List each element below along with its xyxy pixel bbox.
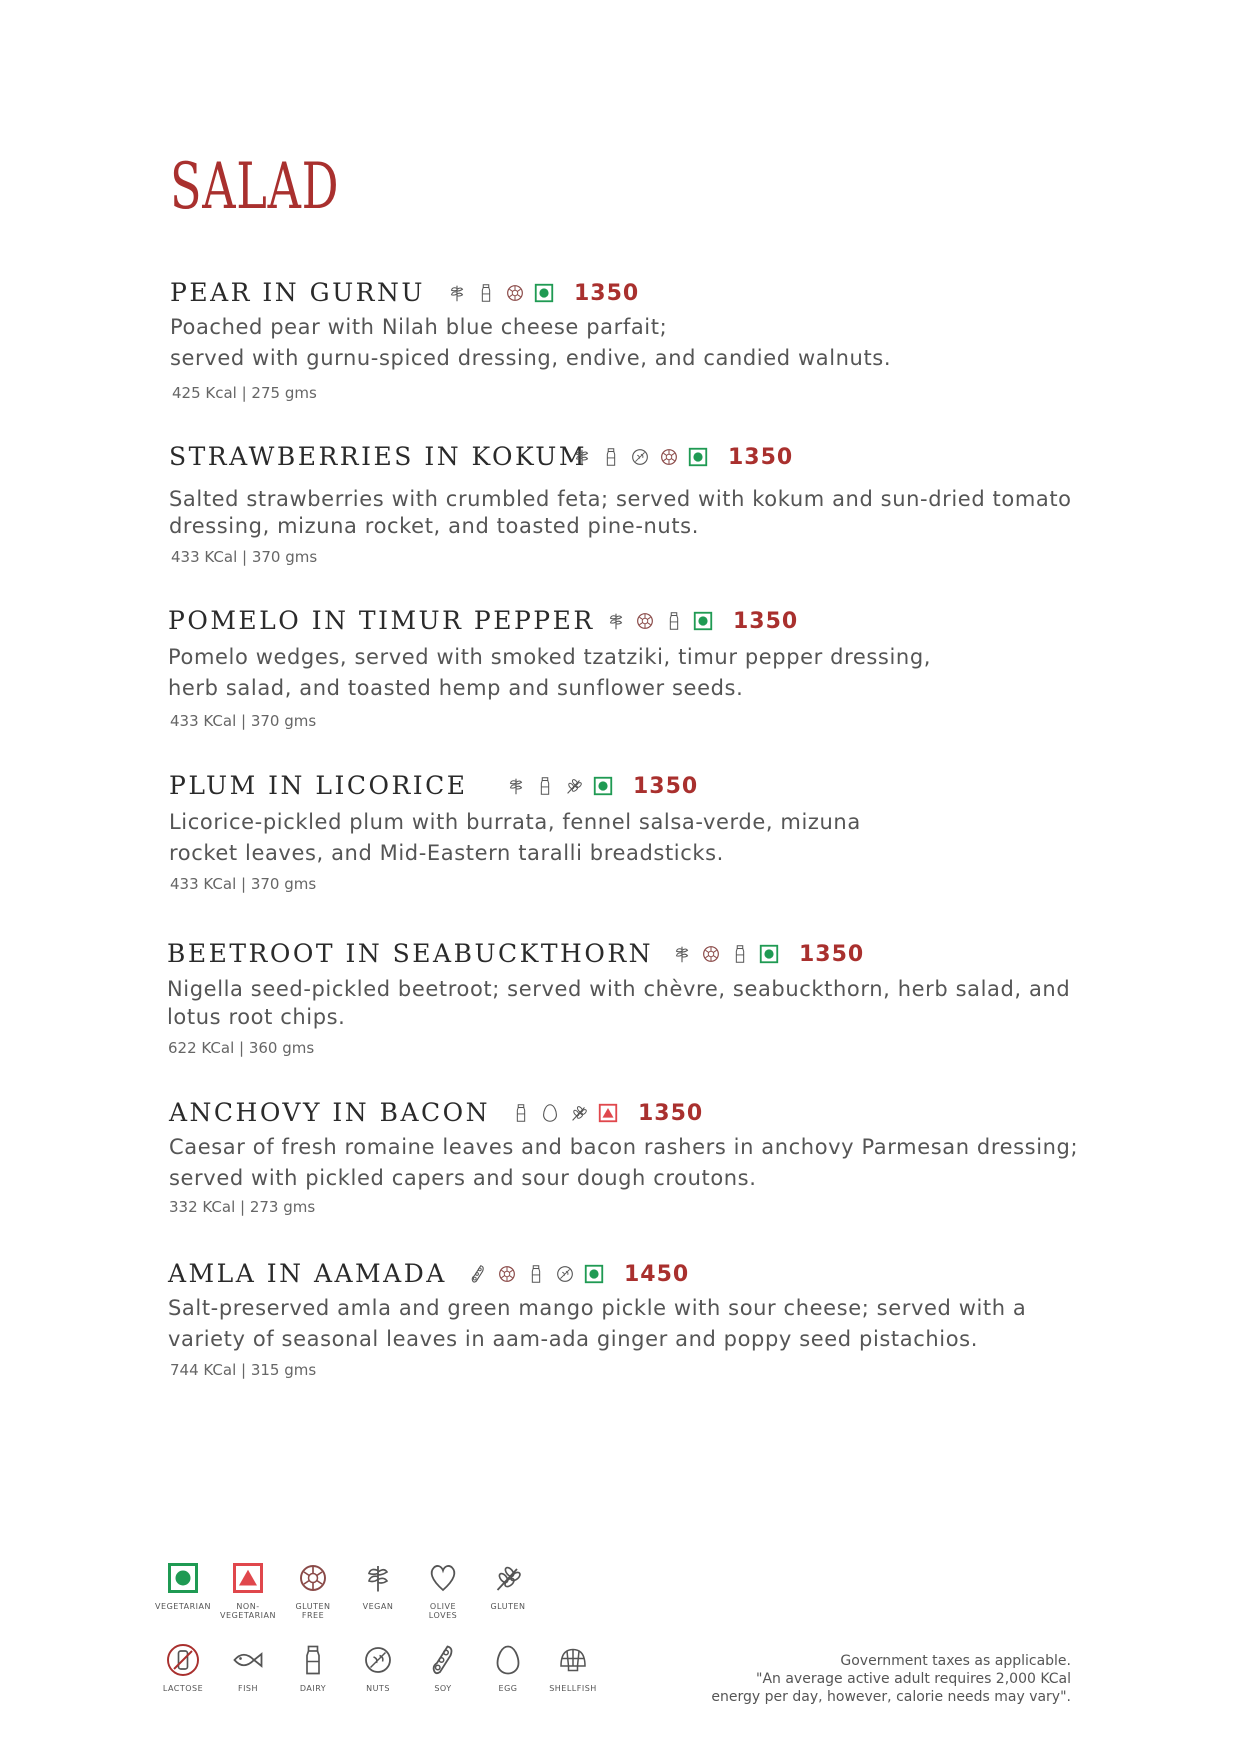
olive-loves-icon xyxy=(425,1560,461,1596)
footer-line: Government taxes as applicable. xyxy=(840,1653,1071,1669)
gluten-icon xyxy=(490,1560,526,1596)
legend-label: NON- VEGETARIAN xyxy=(220,1602,276,1620)
item-price: 1350 xyxy=(633,773,699,799)
item-name: PLUM IN LICORICE xyxy=(169,771,468,800)
legend-entry xyxy=(278,1560,348,1620)
item-description: Salted strawberries with crumbled feta; served with kokum and sun-dried tomato dressing, mizuna rocket, and toasted pine-nuts. xyxy=(169,487,1072,538)
legend-label: VEGAN xyxy=(362,1602,394,1611)
gluten-free-icon xyxy=(496,1262,518,1286)
vegan-icon xyxy=(505,774,527,798)
legend-label: SHELLFISH xyxy=(549,1684,597,1693)
nuts-icon xyxy=(360,1642,396,1678)
legend-entry xyxy=(473,1560,543,1611)
item-nutrition: 433 KCal | 370 gms xyxy=(170,875,317,893)
item-price: 1350 xyxy=(638,1100,704,1126)
item-icons xyxy=(571,442,793,472)
lactose-icon xyxy=(165,1642,201,1678)
fish-icon xyxy=(230,1642,266,1678)
item-nutrition: 425 Kcal | 275 gms xyxy=(172,384,317,402)
legend-label: SOY xyxy=(434,1684,452,1693)
legend-entry xyxy=(213,1642,283,1693)
dairy-icon xyxy=(600,445,622,469)
nuts-icon xyxy=(554,1262,576,1286)
legend-label: NUTS xyxy=(366,1684,390,1693)
item-nutrition: 744 KCal | 315 gms xyxy=(170,1361,317,1379)
allergen-legend xyxy=(155,1560,625,1740)
legend-entry xyxy=(343,1642,413,1693)
gluten-free-icon xyxy=(295,1560,331,1596)
item-price: 1350 xyxy=(574,280,640,306)
legend-entry xyxy=(148,1642,218,1693)
footer-note xyxy=(671,1652,1071,1706)
legend-label: OLIVE LOVES xyxy=(428,1602,458,1620)
vegetarian-icon xyxy=(758,942,780,966)
item-icons xyxy=(671,939,864,969)
item-nutrition: 332 KCal | 273 gms xyxy=(169,1198,316,1216)
egg-icon xyxy=(490,1642,526,1678)
item-description: Licorice-pickled plum with burrata, fennel salsa-verde, mizuna rocket leaves, and Mid-Eastern taralli breadsticks. xyxy=(169,810,861,865)
vegan-icon xyxy=(446,281,468,305)
item-price: 1350 xyxy=(799,941,865,967)
legend-entry xyxy=(278,1642,348,1693)
legend-label: GLUTEN FREE xyxy=(295,1602,331,1620)
soy-icon xyxy=(425,1642,461,1678)
egg-icon xyxy=(539,1101,561,1125)
item-name: AMLA IN AAMADA xyxy=(168,1259,447,1288)
item-icons xyxy=(446,278,639,308)
gluten-free-icon xyxy=(658,445,680,469)
vegetarian-icon xyxy=(592,774,614,798)
item-name: POMELO IN TIMUR PEPPER xyxy=(168,606,595,635)
legend-label: LACTOSE xyxy=(162,1684,204,1693)
item-nutrition: 433 KCal | 370 gms xyxy=(171,548,318,566)
item-price: 1350 xyxy=(728,444,794,470)
dairy-icon xyxy=(295,1642,331,1678)
item-description: Salt-preserved amla and green mango pickle with sour cheese; served with a variety of seasonal leaves in aam-ada ginger and poppy seed pistachios. xyxy=(168,1296,1027,1351)
footer-line: "An average active adult requires 2,000 KCal xyxy=(756,1671,1071,1687)
shellfish-icon xyxy=(555,1642,591,1678)
vegan-icon xyxy=(671,942,693,966)
item-icons xyxy=(510,1098,703,1128)
dairy-icon xyxy=(510,1101,532,1125)
item-name: ANCHOVY IN BACON xyxy=(169,1098,491,1127)
item-icons xyxy=(467,1259,689,1289)
vegetarian-icon xyxy=(165,1560,201,1596)
legend-label: DAIRY xyxy=(299,1684,327,1693)
gluten-free-icon xyxy=(504,281,526,305)
item-name: PEAR IN GURNU xyxy=(170,278,425,307)
vegetarian-icon xyxy=(533,281,555,305)
legend-label: GLUTEN xyxy=(490,1602,526,1611)
soy-icon xyxy=(467,1262,489,1286)
legend-entry xyxy=(343,1560,413,1611)
vegetarian-icon xyxy=(687,445,709,469)
dairy-icon xyxy=(525,1262,547,1286)
vegan-icon xyxy=(360,1560,396,1596)
item-price: 1350 xyxy=(733,608,799,634)
legend-entry xyxy=(408,1642,478,1693)
vegetarian-icon xyxy=(692,609,714,633)
legend-entry xyxy=(473,1642,543,1693)
item-nutrition: 622 KCal | 360 gms xyxy=(168,1039,315,1057)
gluten-free-icon xyxy=(700,942,722,966)
item-icons xyxy=(605,606,798,636)
legend-label: EGG xyxy=(498,1684,518,1693)
legend-entry xyxy=(213,1560,283,1620)
item-description: Pomelo wedges, served with smoked tzatziki, timur pepper dressing, herb salad, and toasted hemp and sunflower seeds. xyxy=(168,645,932,700)
legend-entry xyxy=(408,1560,478,1620)
vegan-icon xyxy=(571,445,593,469)
dairy-icon xyxy=(663,609,685,633)
dairy-icon xyxy=(534,774,556,798)
legend-entry xyxy=(148,1560,218,1611)
item-description: Nigella seed-pickled beetroot; served with chèvre, seabuckthorn, herb salad, and lotus root chips. xyxy=(167,977,1071,1029)
item-price: 1450 xyxy=(624,1261,690,1287)
dairy-icon xyxy=(729,942,751,966)
legend-entry xyxy=(538,1642,608,1693)
item-description: Poached pear with Nilah blue cheese parfait; served with gurnu-spiced dressing, endive, and candied walnuts. xyxy=(170,315,892,370)
item-description: Caesar of fresh romaine leaves and bacon rashers in anchovy Parmesan dressing; served with pickled capers and sour dough croutons. xyxy=(169,1135,1079,1190)
nuts-icon xyxy=(629,445,651,469)
non-vegetarian-icon xyxy=(230,1560,266,1596)
vegan-icon xyxy=(605,609,627,633)
legend-label: VEGETARIAN xyxy=(155,1602,211,1611)
vegetarian-icon xyxy=(583,1262,605,1286)
page-title: SALAD xyxy=(170,150,340,224)
footer-line: energy per day, however, calorie needs may vary". xyxy=(711,1689,1071,1705)
legend-label: FISH xyxy=(237,1684,259,1693)
item-name: STRAWBERRIES IN KOKUM xyxy=(169,442,587,471)
item-nutrition: 433 KCal | 370 gms xyxy=(170,712,317,730)
item-name: BEETROOT IN SEABUCKTHORN xyxy=(167,939,654,968)
dairy-icon xyxy=(475,281,497,305)
gluten-free-icon xyxy=(634,609,656,633)
non-vegetarian-icon xyxy=(597,1101,619,1125)
gluten-icon xyxy=(563,774,585,798)
gluten-icon xyxy=(568,1101,590,1125)
item-icons xyxy=(505,771,698,801)
